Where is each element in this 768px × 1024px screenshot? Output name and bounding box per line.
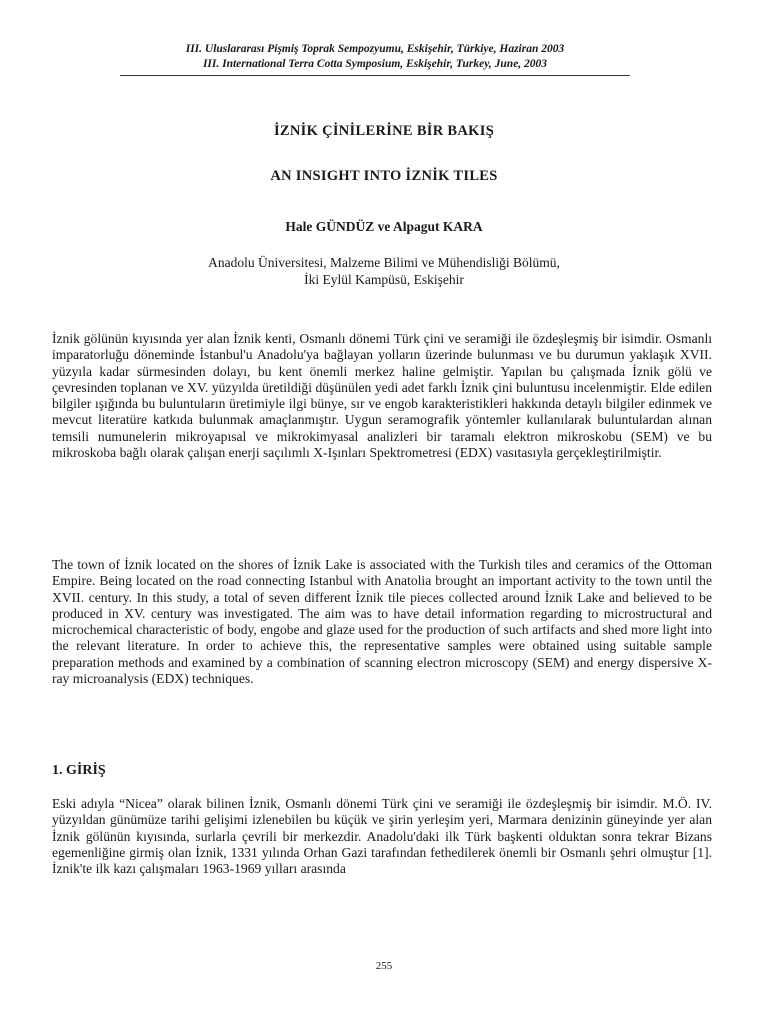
page-number: 255 (375, 960, 393, 972)
paper-title-english: AN INSIGHT INTO İZNİK TILES (270, 168, 498, 184)
running-header-english: III. International Terra Cotta Symposium, Eskişehir, Turkey, June, 2003 (202, 58, 548, 70)
author-affiliation (0, 254, 768, 288)
paper-title-turkish: İZNİK ÇİNİLERİNE BİR BAKIŞ (273, 123, 495, 139)
running-header (120, 42, 630, 76)
introduction-paragraph: Eski adıyla “Nicea” olarak bilinen İznik, Osmanlı dönemi Türk çini ve seramiği ile özdeşleşmiş bir isimdir. M.Ö. IV. yüzyıldan günümüze tarihi gelişimi izlenebilen bu küçük ve şirin yerleşim yeri, Marmara denizinin güneyinde yer alan İznik gölünün kıyısında, surlarla çevrili bir merkezdir. Anadolu'daki ilk Türk başkenti olduktan sonra tekrar Bizans egemenliğine girmiş olan İznik, 1331 yılında Orhan Gazi tarafından fethedilerek önemli bir Osmanlı şehri olmuştur [1]. İznik'te ilk kazı çalışmaları 1963-1969 yılları arasında (52, 796, 712, 877)
affiliation-line-2: İki Eylül Kampüsü, Eskişehir (304, 272, 464, 287)
running-header-turkish: III. Uluslararası Pişmiş Toprak Sempozyumu, Eskişehir, Türkiye, Haziran 2003 (185, 43, 565, 55)
paper-authors: Hale GÜNDÜZ ve Alpagut KARA (285, 219, 483, 234)
affiliation-line-1: Anadolu Üniversitesi, Malzeme Bilimi ve Mühendisliği Bölümü, (208, 255, 560, 270)
section-heading-introduction: 1. GİRİŞ (52, 763, 106, 778)
abstract-turkish: İznik gölünün kıyısında yer alan İznik kenti, Osmanlı dönemi Türk çini ve seramiği ile özdeşleşmiş bir isimdir. Osmanlı imparatorluğu döneminde İstanbul'u Anadolu'ya bağlayan yolların üzerinde bulunması ve bu durumun yaklaşık XVII. yüzyıla kadar sürmesinden dolayı, bu kent önemli merkez haline gelmiştir. Yapılan bu çalışmada İznik gölü ve çevresinden toplanan ve XV. yüzyılda üretildiği düşünülen yedi adet farklı İznik çini buluntusu incelenmiştir. Elde edilen bilgiler ışığında bu buluntuların üretimiyle ilgi bünye, sır ve engob karakteristikleri hakkında detaylı bilgiler edinmek ve mevcut literatüre katkıda bulunmak amaçlanmıştır. Uygun seramografik yöntemler kullanılarak buluntulardan alınan temsili numunelerin mikroyapısal ve mikrokimyasal analizleri bir taramalı elektron mikroskobu (SEM) ve bu mikroskoba bağlı olarak çalışan enerji saçılımlı X-Işınları Spektrometresi (EDX) vasıtasıyla gerçekleştirilmiştir. (52, 331, 712, 461)
abstract-english: The town of İznik located on the shores of İznik Lake is associated with the Turkish tiles and ceramics of the Ottoman Empire. Being located on the road connecting Istanbul with Anatolia brought an important activity to the town until the XVII. century. In this study, a total of seven different İznik tile pieces collected around İznik Lake and believed to be produced in XV. century was investigated. The aim was to have detail information regarding to microstructural and microchemical characteristic of body, engobe and glaze used for the production of such artifacts and shed more light into the relevant literature. In order to achieve this, the representative samples were obtained using suitable sample preparation methods and examined by a combination of scanning electron microscopy (SEM) and energy dispersive X-ray microanalysis (EDX) techniques. (52, 557, 712, 687)
